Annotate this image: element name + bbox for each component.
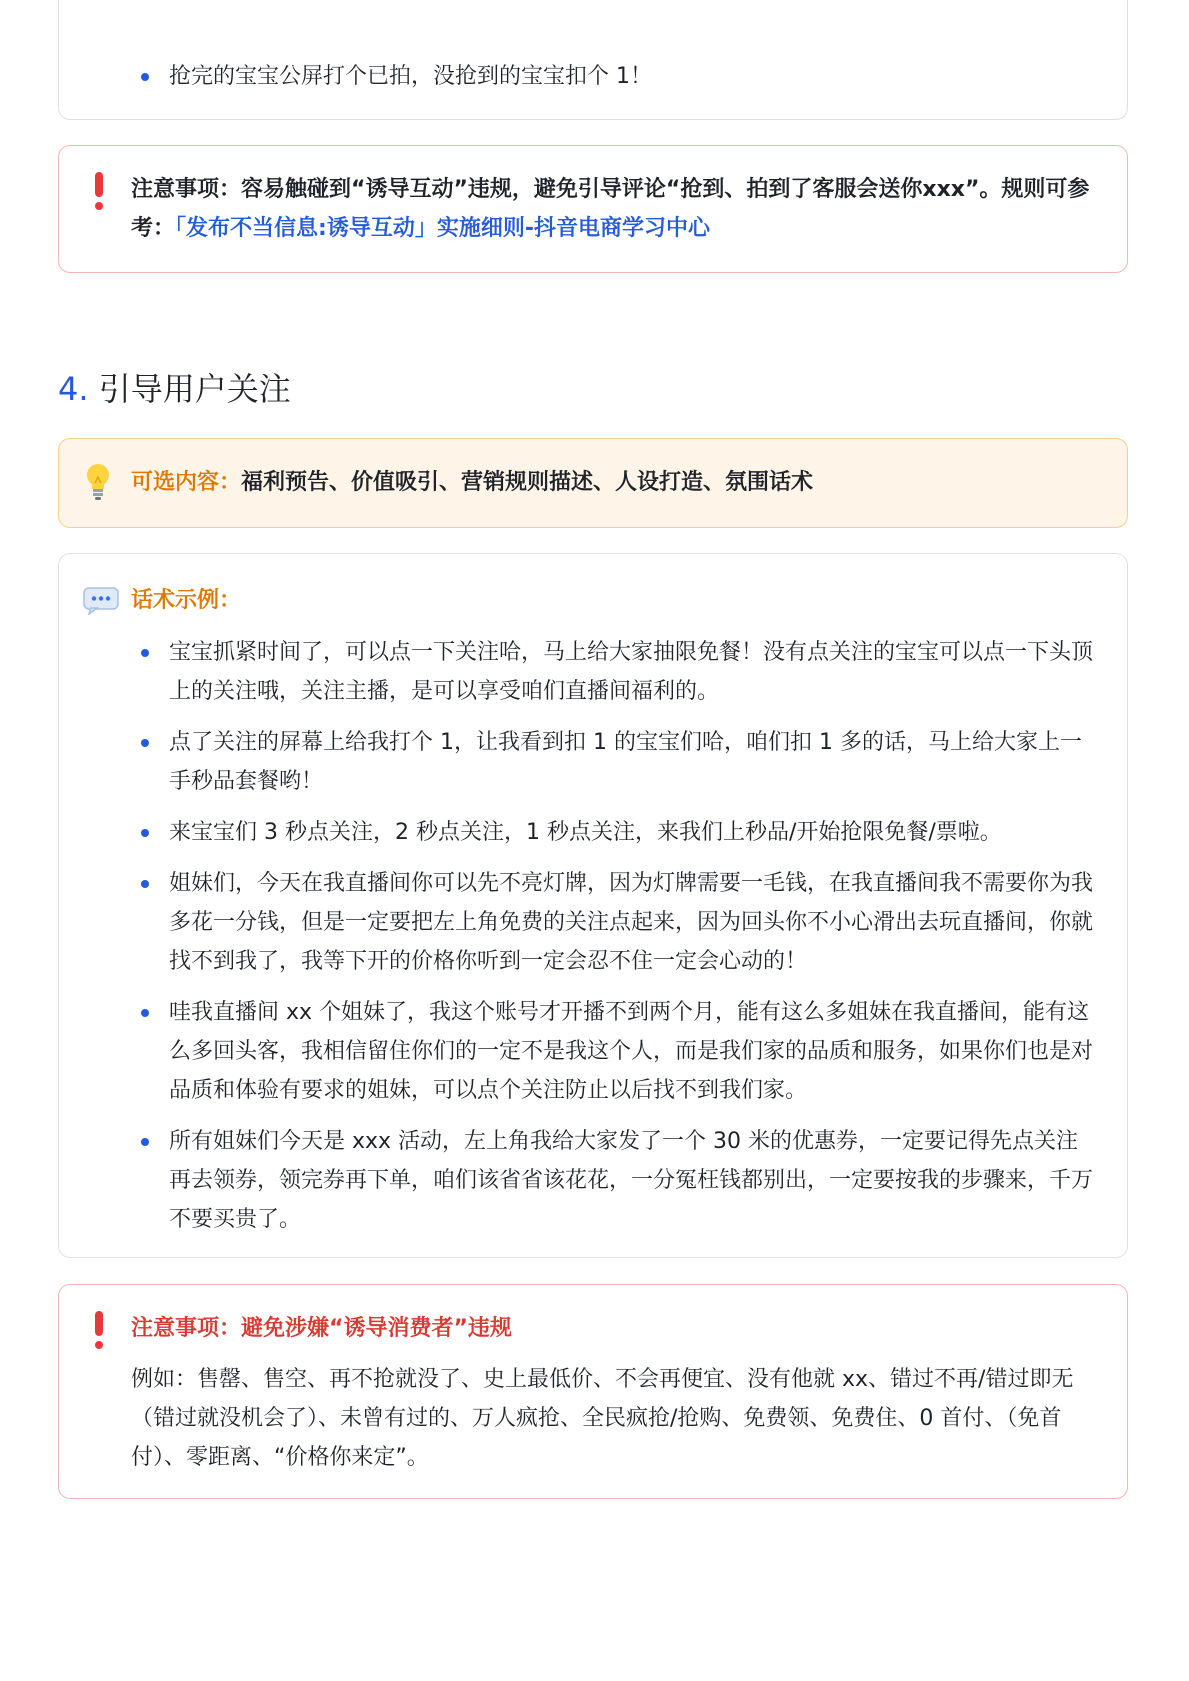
list-item-text: 抢完的宝宝公屏打个已拍，没抢到的宝宝扣个 1！ <box>169 64 652 89</box>
list-item <box>169 723 1099 801</box>
section-heading <box>58 367 291 411</box>
list-item <box>169 1122 1099 1239</box>
list-item <box>169 993 1099 1110</box>
bullet-dot-icon <box>141 880 149 888</box>
notice-prefix: 注意事项：容易触碰到“诱导互动”违规，避免引导评论“抢到、拍到了客服会送你xxx”。规则可参考： <box>131 177 1090 241</box>
list-item-text: 来宝宝们 3 秒点关注，2 秒点关注，1 秒点关注，来我们上秒品/开始抢限免餐/票啦。 <box>169 820 1002 845</box>
bullet-dot-icon <box>141 1009 149 1017</box>
list-item-text: 所有姐妹们今天是 xxx 活动，左上角我给大家发了一个 30 米的优惠券，一定要记得先点关注再去领券，领完券再下单，咱们该省省该花花，一分冤枉钱都别出，一定要按我的步骤来，千万不要买贵了。 <box>169 1129 1094 1232</box>
section-number: 4. <box>58 370 89 408</box>
list-item-text: 点了关注的屏幕上给我打个 1，让我看到扣 1 的宝宝们哈，咱们扣 1 多的话，马上给大家上一手秒品套餐哟！ <box>169 730 1082 794</box>
bullet-dot-icon <box>141 649 149 657</box>
notice-callout-1 <box>58 145 1128 273</box>
tip-label: 可选内容： <box>131 470 242 495</box>
speech-bubble-icon <box>83 587 119 615</box>
notice-text <box>131 170 1091 248</box>
exclamation-icon <box>92 172 106 210</box>
exclamation-icon <box>92 1311 106 1349</box>
notice-callout-2 <box>58 1284 1128 1499</box>
notice-title: 注意事项：避免涉嫌“诱导消费者”违规 <box>131 1316 512 1341</box>
list-item-text: 姐妹们，今天在我直播间你可以先不亮灯牌，因为灯牌需要一毛钱，在我直播间我不需要你为我多花一分钱，但是一定要把左上角免费的关注点起来，因为回头你不小心滑出去玩直播间，你就找不到我了，我等下开的价格你听到一定会忍不住一定会心动的！ <box>169 871 1094 974</box>
tip-content: 福利预告、价值吸引、营销规则描述、人设打造、氛围话术 <box>241 470 814 495</box>
rule-link[interactable]: 「发布不当信息:诱导互动」实施细则-抖音电商学习中心 <box>175 216 710 241</box>
lightbulb-icon <box>85 463 111 501</box>
section-title: 引导用户关注 <box>98 370 291 408</box>
bullet-dot-icon <box>141 739 149 747</box>
notice-body: 例如：售罄、售空、再不抢就没了、史上最低价、不会再便宜、没有他就 xx、错过不再/错过即无（错过就没机会了）、未曾有过的、万人疯抢、全民疯抢/抢购、免费领、免费住、0 首付、（免首付）、零距离、“价格你来定”。 <box>131 1367 1074 1470</box>
list-item <box>169 813 1099 852</box>
list-item <box>169 864 1099 981</box>
bullet-card-top <box>58 0 1128 120</box>
tip-text <box>131 463 813 502</box>
bullet-dot-icon <box>141 73 149 81</box>
list-item <box>169 57 1099 96</box>
tip-callout <box>58 438 1128 528</box>
script-example-card <box>58 553 1128 1258</box>
script-example-label: 话术示例： <box>131 588 242 613</box>
list-item-text: 宝宝抓紧时间了，可以点一下关注哈，马上给大家抽限免餐！没有点关注的宝宝可以点一下头顶上的关注哦，关注主播，是可以享受咱们直播间福利的。 <box>169 640 1094 704</box>
bullet-dot-icon <box>141 1138 149 1146</box>
list-item <box>169 633 1099 711</box>
list-item-text: 哇我直播间 xx 个姐妹了，我这个账号才开播不到两个月，能有这么多姐妹在我直播间，能有这么多回头客，我相信留住你们的一定不是我这个人，而是我们家的品质和服务，如果你们也是对品质和体验有要求的姐妹，可以点个关注防止以后找不到我们家。 <box>169 1000 1094 1103</box>
bullet-dot-icon <box>141 829 149 837</box>
